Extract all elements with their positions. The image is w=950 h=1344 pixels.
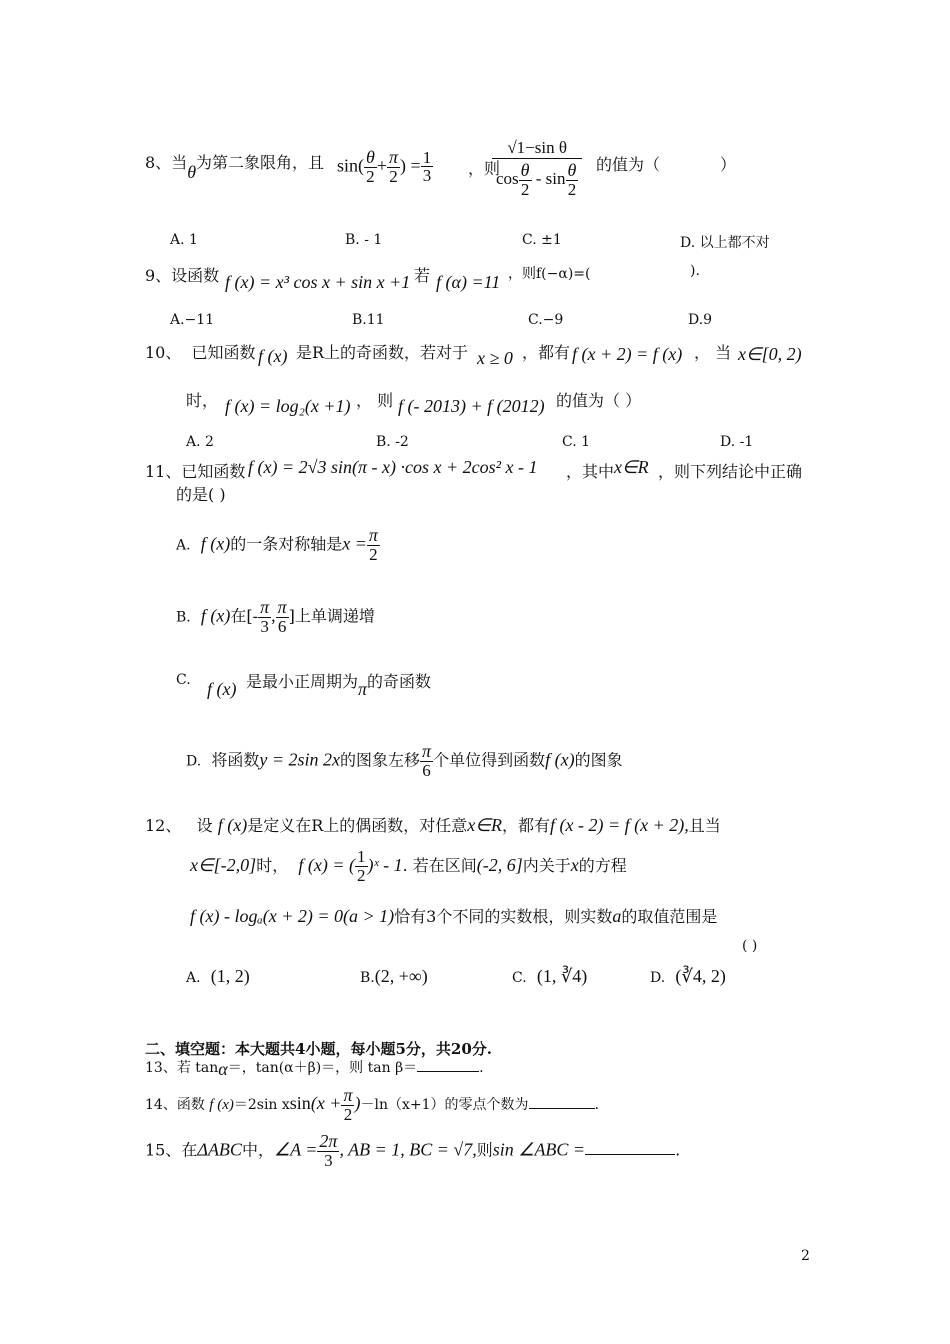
page-number: 2 [801, 1248, 810, 1264]
q9-then: ，则f(−α)=( [508, 266, 591, 282]
q9-option-d: D.9 [688, 312, 713, 328]
q8-then: ，则 [468, 159, 501, 178]
q11-option-c-text: 是最小正周期为π的奇函数 [246, 672, 432, 699]
q8-condition: sin( $\frac{\theta}{2}$ + $\frac{\pi}{2}$ ) = $\frac{1}{3}$ [337, 147, 432, 186]
q8-option-d: D. 以上都不对 [680, 235, 770, 251]
q11-cond: x∈R [614, 457, 649, 477]
q10-option-a: A. 2 [186, 434, 214, 450]
q9-option-b: B.11 [352, 312, 385, 328]
q9-condition: f (α) =11 [436, 272, 501, 292]
q12-answer-paren: ( ) [742, 938, 758, 954]
q14: 14、函数 f (x)＝2sin xsin(x + $\frac{\pi}{2}$ )－ln（x+1）的零点个数为 . [145, 1085, 599, 1124]
q11-option-c-fx: f (x) [207, 679, 237, 699]
q10-when: 时， [186, 391, 219, 410]
section-2-title: 二、填空题：本大题共4小题，每小题5分，共20分. [145, 1040, 492, 1058]
q11-text2: 的是( ) [176, 485, 226, 504]
q9-close: ). [690, 263, 700, 279]
q9-stem: 9、设函数 [145, 266, 220, 285]
q12-stem: 12、 设 f (x)是定义在R上的偶函数，对任意x∈R，都有f (x - 2) = f (x + 2),且当 [145, 815, 721, 835]
q15: 15、在ΔABC中，∠A = $\frac{2\pi}{3}$ , AB = 1, BC = √7,则sin ∠ABC = . [145, 1131, 681, 1170]
q11-text: ，则下列结论中正确 [658, 462, 803, 481]
q12-option-b: B.(2, +∞) [360, 966, 428, 986]
q8-stem: 8、当θ为第二象限角，且 [145, 153, 325, 182]
q10-cond1: x ≥ 0 [477, 348, 513, 368]
q10-option-c: C. 1 [562, 434, 591, 450]
q12-option-c: C. (1, ∛4) [512, 966, 588, 986]
q12-line2: x∈[-2,0]时， f (x) = ( $\frac{1}{2}$ )ˣ - 1. 若在区间(-2, 6]内关于x的方程 [190, 847, 627, 885]
q10-option-d: D. -1 [720, 434, 754, 450]
q10-then: ， 则 [356, 391, 394, 410]
q9-function: f (x) = x³ cos x + sin x +1 [225, 272, 411, 292]
theta-symbol: θ [187, 162, 197, 182]
q13: 13、若 tanα＝，tan(α＋β)＝，则 tan β＝ . [145, 1059, 484, 1079]
q8-option-c: C. ±1 [522, 232, 562, 248]
q10-text3: ， 当 [694, 343, 732, 362]
q12-option-a: A. (1, 2) [186, 966, 250, 986]
q12-line3: f (x) - logₐ(x + 2) = 0(a > 1)恰有3个不同的实数根，则实数a的取值范围是 [190, 906, 718, 926]
q11-stem: 11、已知函数 [145, 462, 246, 481]
q11-option-a: A. f (x)的一条对称轴是x = $\frac{\pi}{2}$ [176, 525, 378, 564]
q11-where: ，其中 [566, 462, 615, 481]
q10-ask: f (- 2013) + f (2012) [398, 396, 545, 416]
q10-text2: ，都有 [522, 343, 571, 362]
q10-value: 的值为（ ） [556, 391, 642, 410]
q10-definition: f (x) = log₂(x +1) [225, 396, 351, 416]
q8-option-b: B. - 1 [345, 232, 383, 248]
q10-cond3: x∈[0, 2) [738, 344, 802, 364]
q8-option-a: A. 1 [170, 232, 198, 248]
q10-option-b: B. -2 [376, 434, 409, 450]
q8-big-fraction: √1−sin θ cos $\frac{\theta}{2}$ - sin $\frac{\theta}{2}$ [492, 138, 582, 199]
q8-close: ） [720, 155, 737, 174]
q10-fx: f (x) [258, 346, 288, 366]
q11-option-b: B. f (x)在[- $\frac{\pi}{3}$ , $\frac{\pi}{6}$ ]上单调递增 [176, 597, 375, 636]
q9-option-a: A.−11 [170, 312, 215, 328]
q8-ask: 的值为（ [596, 155, 661, 174]
q11-function: f (x) = 2√3 sin(π - x) ·cos x + 2cos² x - 1 [248, 457, 538, 477]
q11-option-c-label: C. [176, 672, 191, 688]
q9-if: 若 [414, 266, 431, 285]
q9-option-c: C.−9 [528, 312, 564, 328]
q10-cond2: f (x + 2) = f (x) [572, 344, 683, 364]
q11-option-d: D. 将函数y = 2sin 2x的图象左移 $\frac{\pi}{6}$ 个单位得到函数f (x)的图象 [186, 741, 623, 780]
q10-stem: 10、 已知函数 [145, 343, 256, 362]
q12-option-d: D. (∛4, 2) [650, 966, 726, 986]
q10-text: 是R上的奇函数，若对于 [296, 343, 469, 362]
